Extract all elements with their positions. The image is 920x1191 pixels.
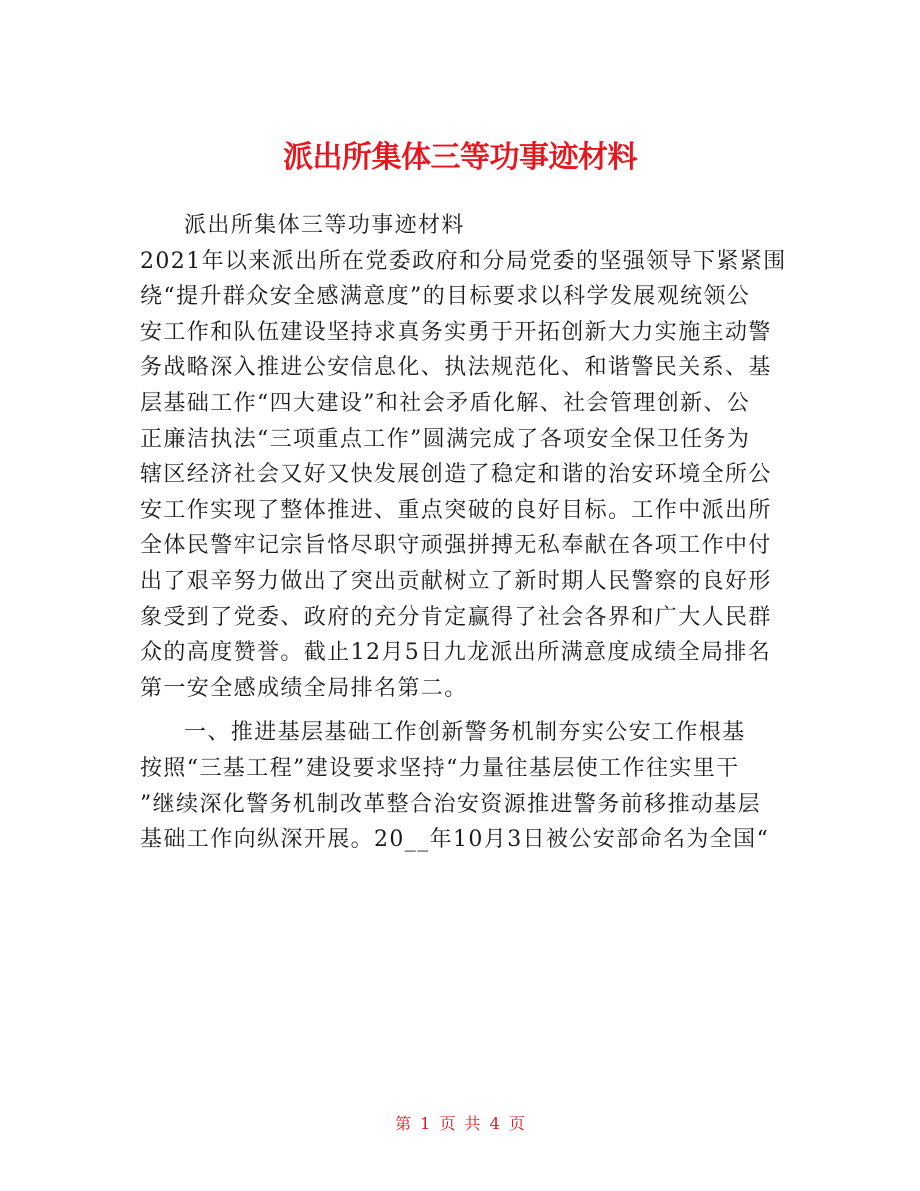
paragraph-line: 象受到了党委、政府的充分肯定赢得了社会各界和广大人民群 <box>140 604 772 630</box>
paragraph-line: 安工作实现了整体推进、重点突破的良好目标。工作中派出所 <box>140 497 772 523</box>
document-title: 派出所集体三等功事迹材料 <box>283 140 637 176</box>
paragraph-line: 安工作和队伍建设坚持求真务实勇于开拓创新大力实施主动警 <box>140 319 772 345</box>
paragraph-line: 辖区经济社会又好又快发展创造了稳定和谐的治安环境全所公 <box>140 462 772 488</box>
document-body <box>140 208 787 858</box>
paragraph-line: 务战略深入推进公安信息化、执法规范化、和谐警民关系、基 <box>140 355 772 381</box>
paragraph-line: 基础工作向纵深开展。20__年10月3日被公安部命名为全国“ <box>140 827 770 853</box>
paragraph-line: 出了艰辛努力做出了突出贡献树立了新时期人民警察的良好形 <box>140 568 772 594</box>
page-number-footer: 第 1 页 共 4 页 <box>395 1114 525 1133</box>
paragraph-line: ”继续深化警务机制改革整合治安资源推进警务前移推动基层 <box>140 791 762 817</box>
paragraph-line: 层基础工作“四大建设”和社会矛盾化解、社会管理创新、公 <box>140 390 751 416</box>
paragraph-line: 2021年以来派出所在党委政府和分局党委的坚强领导下紧紧围 <box>140 248 787 274</box>
paragraph-line: 第一安全感成绩全局排名第二。 <box>140 675 468 701</box>
paragraph-line: 按照“三基工程”建设要求坚持“力量往基层使工作往实里干 <box>140 755 740 781</box>
paragraph-line: 正廉洁执法“三项重点工作”圆满完成了各项安全保卫任务为 <box>140 426 751 452</box>
paragraph-line: 绕“提升群众安全感满意度”的目标要求以科学发展观统领公 <box>140 284 751 310</box>
paragraph-line: 全体民警牢记宗旨恪尽职守顽强拼搏无私奉献在各项工作中付 <box>140 533 772 559</box>
paragraph-line: 众的高度赞誉。截止12月5日九龙派出所满意度成绩全局排名 <box>140 640 772 666</box>
section-heading: 一、推进基层基础工作创新警务机制夯实公安工作根基 <box>184 720 746 746</box>
subtitle-line: 派出所集体三等功事迹材料 <box>184 213 465 238</box>
